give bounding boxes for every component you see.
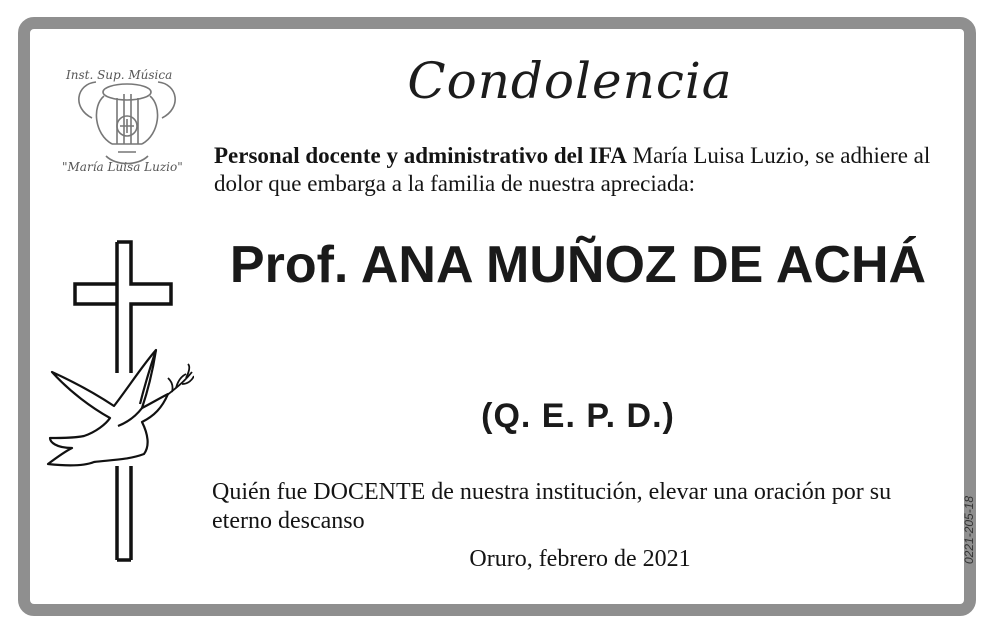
logo-top-text: Inst. Sup. Música — [66, 68, 173, 82]
music-institute-lyre-icon — [62, 48, 192, 188]
cross-with-dove-icon — [44, 238, 194, 568]
logo-bottom-text: "María Luisa Luzio" — [62, 160, 183, 174]
ad-code: 0221-205-18 — [962, 495, 976, 565]
intro-bold-text: Personal docente y administrativo del IFA — [214, 143, 627, 168]
place-date: Oruro, febrero de 2021 — [469, 546, 691, 572]
intro-paragraph — [214, 142, 949, 198]
prayer-note: Quién fue DOCENTE de nuestra institución, elevar una oración por su eterno descanso — [212, 479, 892, 534]
notice-title: Condolencia — [407, 52, 733, 110]
cross-dove-drawing — [44, 238, 194, 568]
intro-rest-text: María Luisa Luzio, se adhiere al dolor que embarga a la familia de nuestra apreciada: — [214, 143, 931, 196]
deceased-name: Prof. ANA MUÑOZ DE ACHÁ — [229, 236, 927, 294]
qepd-label: (Q. E. P. D.) — [481, 397, 675, 435]
